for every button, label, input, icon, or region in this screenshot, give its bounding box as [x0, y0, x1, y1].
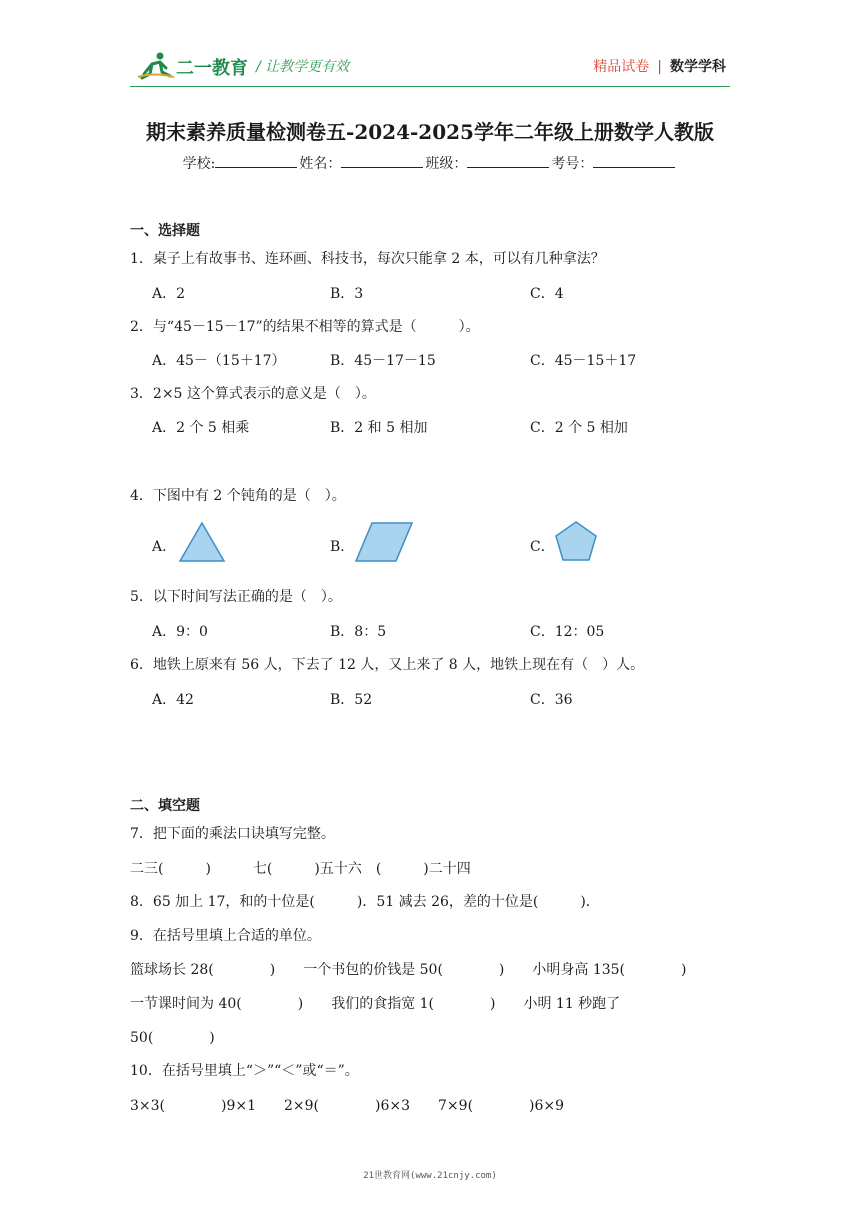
name-blank[interactable]: [341, 155, 423, 168]
option-c: C．36: [530, 692, 573, 708]
question-stem: 9．在括号里填上合适的单位。: [130, 928, 321, 944]
brand-name: 二一教育: [176, 58, 248, 79]
option-c: C．45－15＋17: [530, 353, 637, 369]
pentagon-shape-icon: [553, 519, 599, 563]
option-a: A．: [152, 539, 177, 555]
runner-logo-icon: [136, 50, 176, 80]
header-divider: [130, 86, 730, 87]
fill-line: 篮球场长 28( ) 一个书包的价钱是 50( ) 小明身高 135( ): [130, 962, 687, 978]
question-stem: 2．与“45－15－17”的结果不相等的算式是（ ）。: [130, 319, 480, 335]
section-choice-heading: 一、选择题: [130, 223, 200, 239]
question-stem: 3．2×5 这个算式表示的意义是（ ）。: [130, 386, 376, 402]
option-a: A．42: [152, 692, 194, 708]
option-b: B．45－17－15: [330, 353, 436, 369]
triangle-shape: [180, 523, 224, 561]
number-label: 考号：: [551, 156, 594, 172]
option-b: B．2 和 5 相加: [330, 420, 428, 436]
question-stem: 7．把下面的乘法口诀填写完整。: [130, 826, 335, 842]
option-a: A．2 个 5 相乘: [152, 420, 250, 436]
fill-line: 50( ): [130, 1030, 215, 1046]
school-label: 学校:: [182, 156, 216, 172]
option-a: A．9：0: [152, 624, 208, 640]
pentagon-shape: [556, 522, 596, 560]
fill-line: 二三( ) 七( )五十六 ( )二十四: [130, 861, 471, 877]
question-stem: 1．桌子上有故事书、连环画、科技书，每次只能拿 2 本，可以有几种拿法？: [130, 251, 605, 267]
option-b: B．52: [330, 692, 373, 708]
name-label: 姓名：: [299, 156, 342, 172]
option-b: B．3: [330, 286, 364, 302]
question-stem: 8．65 加上 17，和的十位是( )．51 减去 26，差的十位是( )．: [130, 894, 600, 910]
subject-label: 数学学科: [670, 59, 726, 75]
question-stem: 10．在括号里填上“＞”“＜”或“＝”。: [130, 1063, 359, 1079]
triangle-shape-icon: [177, 520, 227, 564]
student-info: [0, 153, 860, 173]
parallelogram-shape-icon: [354, 521, 414, 563]
page-title: 期末素养质量检测卷五-2024-2025学年二年级上册数学人教版: [146, 120, 714, 144]
option-b: B．8：5: [330, 624, 387, 640]
question-stem: 5．以下时间写法正确的是（ ）。: [130, 589, 342, 605]
option-a: A．45－（15＋17）: [152, 353, 286, 369]
header-separator: |: [657, 59, 662, 75]
option-b: B．: [330, 539, 355, 555]
fill-line: 一节课时间为 40( ) 我们的食指宽 1( ) 小明 11 秒跑了: [130, 996, 621, 1012]
header-right: [593, 56, 726, 76]
premium-label: 精品试卷: [593, 59, 650, 75]
fill-line: 3×3( )9×1 2×9( )6×3 7×9( )6×9: [130, 1098, 565, 1114]
option-c: C．2 个 5 相加: [530, 420, 628, 436]
option-c: C．: [530, 539, 555, 555]
parallelogram-shape: [356, 523, 412, 561]
option-c: C．12：05: [530, 624, 605, 640]
school-blank[interactable]: [215, 155, 297, 168]
option-c: C．4: [530, 286, 564, 302]
option-a: A．2: [152, 286, 186, 302]
section-fill-heading: 二、填空题: [130, 798, 200, 814]
brand-slogan: / 让教学更有效: [256, 59, 350, 75]
class-blank[interactable]: [467, 155, 549, 168]
question-stem: 4．下图中有 2 个钝角的是（ ）。: [130, 488, 346, 504]
question-stem: 6．地铁上原来有 56 人，下去了 12 人，又上来了 8 人，地铁上现在有（ ）人。: [130, 657, 645, 673]
number-blank[interactable]: [593, 155, 675, 168]
page-footer: 21世教育网(www.21cnjy.com): [363, 1171, 497, 1181]
class-label: 班级：: [425, 156, 468, 172]
